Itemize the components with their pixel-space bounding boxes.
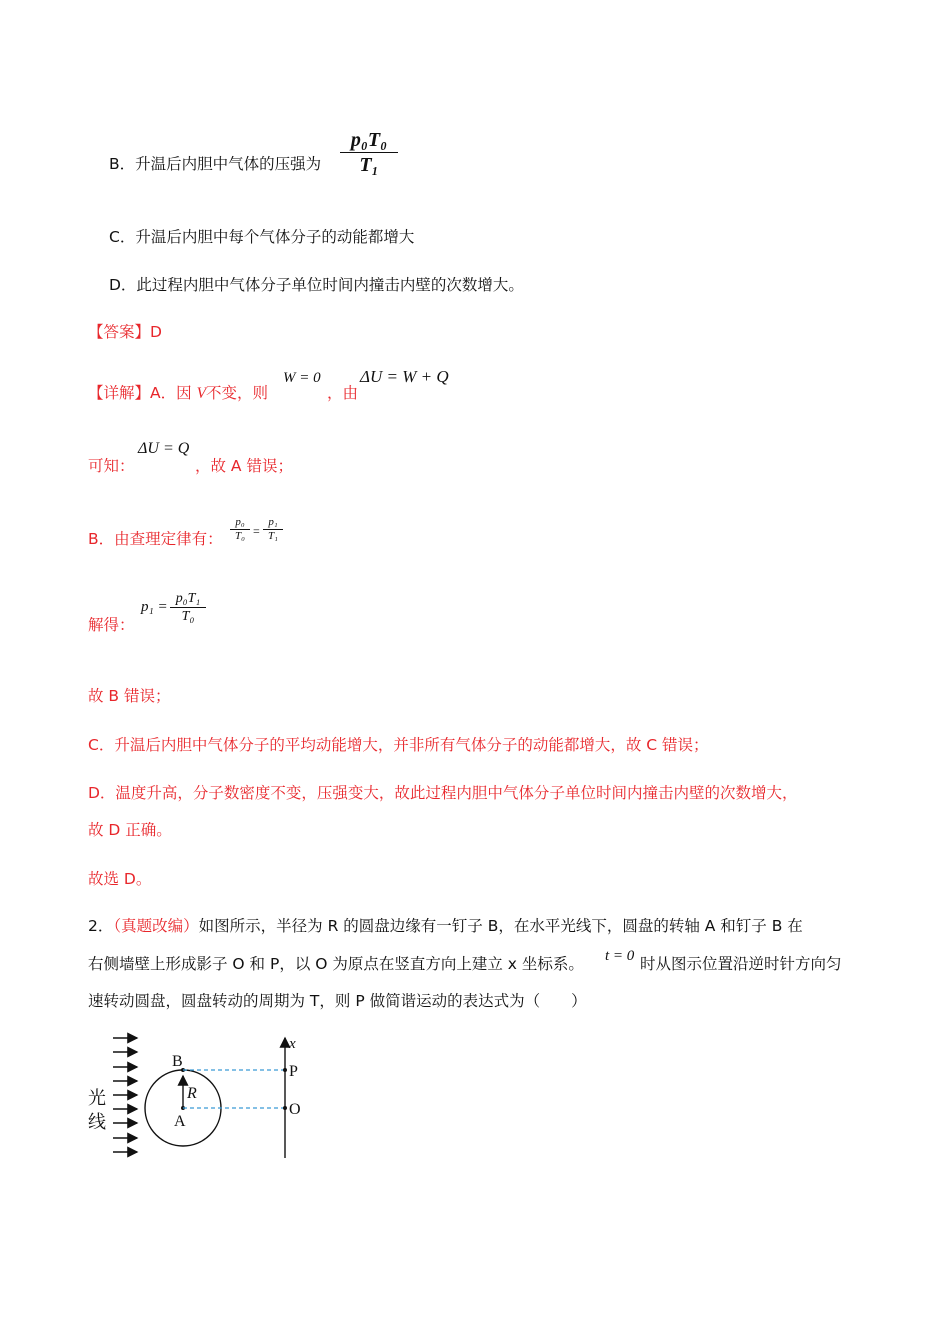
detail-a-by: ，由 [327, 384, 359, 402]
detail-line-2-suffix: ，故 A 错误； [195, 457, 293, 475]
question-text-1: 如图所示，半径为 R 的圆盘边缘有一钉子 B，在水平光线下，圆盘的转轴 A 和钉子 B 在 [198, 917, 803, 935]
question-text-2b: 时从图示位置沿逆时针方向匀 [640, 955, 842, 973]
label-x: x [289, 1036, 296, 1052]
detail-line-9: 故选 D。 [88, 870, 152, 888]
solve-numerator: p₀T₁ [175, 591, 201, 606]
detail-a-mid: 不变，则 [206, 384, 269, 402]
detail-line-4: 解得： [88, 616, 135, 634]
volume-symbol: V [196, 385, 207, 402]
option-b-fraction [340, 128, 398, 177]
work-equation: W = 0 [283, 370, 321, 386]
charles-d2: T₁ [268, 530, 278, 542]
option-b-text: B．升温后内胆中气体的压强为 [109, 155, 322, 173]
question-2-line-3: 速转动圆盘，圆盘转动的周期为 T，则 P 做简谐运动的表达式为（ ） [88, 992, 587, 1010]
detail-line-8: 故 D 正确。 [88, 821, 172, 839]
answer-line [88, 322, 162, 342]
question-source: （真题改编） [113, 917, 199, 935]
label-p: P [289, 1063, 298, 1080]
charles-right-fraction [263, 516, 283, 543]
answer-tag: 【答案】 [88, 323, 151, 341]
label-a: A [174, 1113, 186, 1130]
t-zero: t = 0 [605, 948, 635, 964]
first-law-equation: ΔU = W + Q [360, 367, 449, 386]
light-label-1: 光 [88, 1088, 106, 1109]
detail-line-3: B．由查理定律有： [88, 530, 223, 548]
detail-line-5: 故 B 错误； [88, 687, 171, 705]
solve-lhs: p₁ = [141, 599, 168, 615]
solve-denominator: T₀ [181, 609, 195, 624]
answer-value: D [150, 323, 162, 341]
light-label-2: 线 [88, 1112, 106, 1133]
question-text-2a: 右侧墙壁上形成影子 O 和 P，以 O 为原点在竖直方向上建立 x 坐标系。 [88, 955, 584, 973]
du-equals-q: ΔU = Q [138, 440, 190, 457]
disk-shadow-figure [80, 1030, 330, 1170]
option-c-text: C．升温后内胆中每个气体分子的动能都增大 [109, 228, 415, 246]
solve-fraction [170, 590, 206, 625]
charles-d1: T₀ [235, 530, 245, 542]
option-b-denominator: T₁ [359, 154, 379, 176]
question-number: 2． [88, 917, 114, 935]
light-rays [113, 1038, 137, 1152]
detail-line-6: C．升温后内胆中气体分子的平均动能增大，并非所有气体分子的动能都增大，故 C 错误； [88, 736, 709, 754]
charles-left-fraction [230, 516, 250, 543]
question-2-line-1 [88, 916, 803, 936]
detail-line-1 [88, 383, 268, 404]
label-b: B [172, 1053, 183, 1070]
label-r: R [187, 1085, 197, 1102]
label-o: O [289, 1101, 301, 1118]
charles-n2: p₁ [268, 516, 278, 528]
question-2-line-2 [88, 954, 584, 974]
detail-line-7: D．温度升高，分子数密度不变，压强变大，故此过程内胆中气体分子单位时间内撞击内壁的次数增大， [88, 784, 798, 802]
detail-line-2-prefix: 可知： [88, 457, 135, 475]
shadow-point-o [283, 1106, 287, 1110]
charles-equals: = [253, 524, 260, 538]
charles-n1: p₀ [235, 516, 245, 528]
detail-a-prefix: A．因 [150, 384, 192, 402]
detail-tag: 【详解】 [88, 384, 151, 402]
option-b-numerator: p₀T₀ [350, 129, 388, 151]
shadow-point-p [283, 1068, 287, 1072]
option-d-text: D．此过程内胆中气体分子单位时间内撞击内壁的次数增大。 [109, 276, 524, 294]
